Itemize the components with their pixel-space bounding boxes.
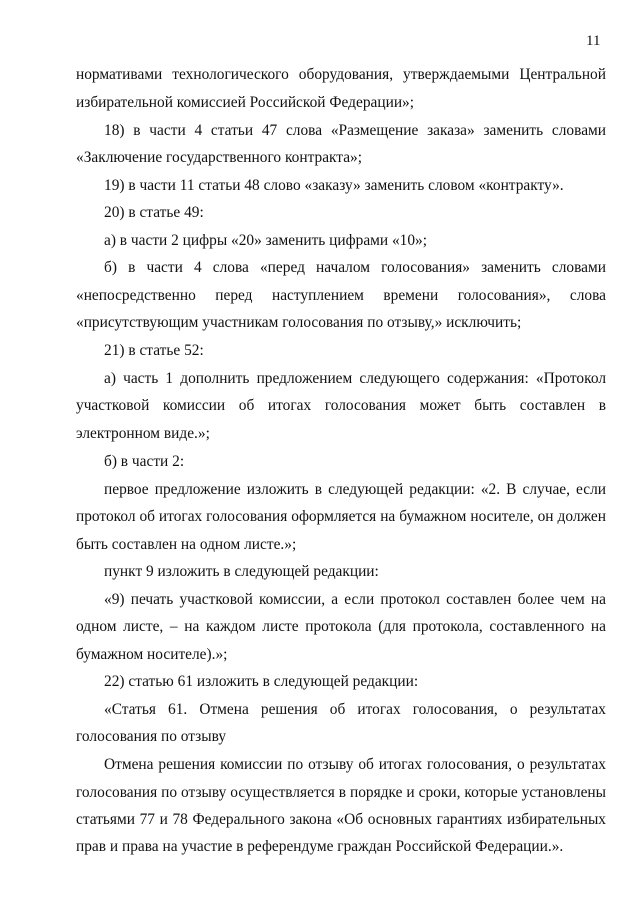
text-line: «присутствующим участникам голосования по отзыву,» исключить; bbox=[76, 314, 522, 331]
text-line: б) в части 2: bbox=[104, 453, 185, 470]
text-line: протокол об итогах голосования оформляется на бумажном носителе, он должен bbox=[76, 508, 606, 525]
text-line: 19) в части 11 статьи 48 слово «заказу» заменить словом «контракту». bbox=[104, 177, 564, 194]
text-line: «Статья 61. Отмена решения об итогах голосования, о результатах bbox=[104, 701, 606, 718]
text-line: одном листе, – на каждом листе протокола (для протокола, составленного на bbox=[76, 618, 606, 635]
text-line: прав и права на участие в референдуме граждан Российской Федерации.». bbox=[76, 838, 564, 855]
text-line: быть составлен на одном листе.»; bbox=[76, 536, 297, 553]
text-line: 22) статью 61 изложить в следующей редакции: bbox=[104, 673, 419, 690]
text-line: первое предложение изложить в следующей редакции: «2. В случае, если bbox=[104, 481, 606, 498]
text-line: нормативами технологического оборудования, утверждаемыми Центральной bbox=[76, 66, 606, 83]
text-line: электронном виде.»; bbox=[76, 425, 210, 442]
text-line: «непосредственно перед наступлением времени голосования», слова bbox=[76, 287, 606, 304]
text-line: пункт 9 изложить в следующей редакции: bbox=[104, 563, 379, 580]
text-line: 18) в части 4 статьи 47 слова «Размещение заказа» заменить словами bbox=[104, 122, 606, 139]
page-number: 11 bbox=[586, 33, 601, 49]
text-line: 20) в статье 49: bbox=[104, 204, 204, 221]
text-line: «9) печать участковой комиссии, а если протокол составлен более чем на bbox=[104, 591, 606, 608]
text-line: голосования по отзыву bbox=[76, 728, 227, 745]
text-line: 21) в статье 52: bbox=[104, 342, 204, 359]
text-line: б) в части 4 слова «перед началом голосования» заменить словами bbox=[104, 259, 606, 276]
text-line: «Заключение государственного контракта»; bbox=[76, 149, 363, 166]
text-line: Отмена решения комиссии по отзыву об итогах голосования, о результатах bbox=[104, 756, 606, 773]
text-line: статьями 77 и 78 Федерального закона «Об основных гарантиях избирательных bbox=[76, 811, 606, 828]
text-line: участковой комиссии об итогах голосования может быть составлен в bbox=[76, 397, 606, 414]
text-line: голосования по отзыву осуществляется в порядке и сроки, которые установлены bbox=[76, 784, 606, 801]
text-line: а) в части 2 цифры «20» заменить цифрами «10»; bbox=[104, 232, 428, 249]
text-line: бумажном носителе).»; bbox=[76, 646, 228, 663]
text-line: избирательной комиссией Российской Федерации»; bbox=[76, 94, 415, 111]
text-line: а) часть 1 дополнить предложением следующего содержания: «Протокол bbox=[104, 370, 606, 387]
